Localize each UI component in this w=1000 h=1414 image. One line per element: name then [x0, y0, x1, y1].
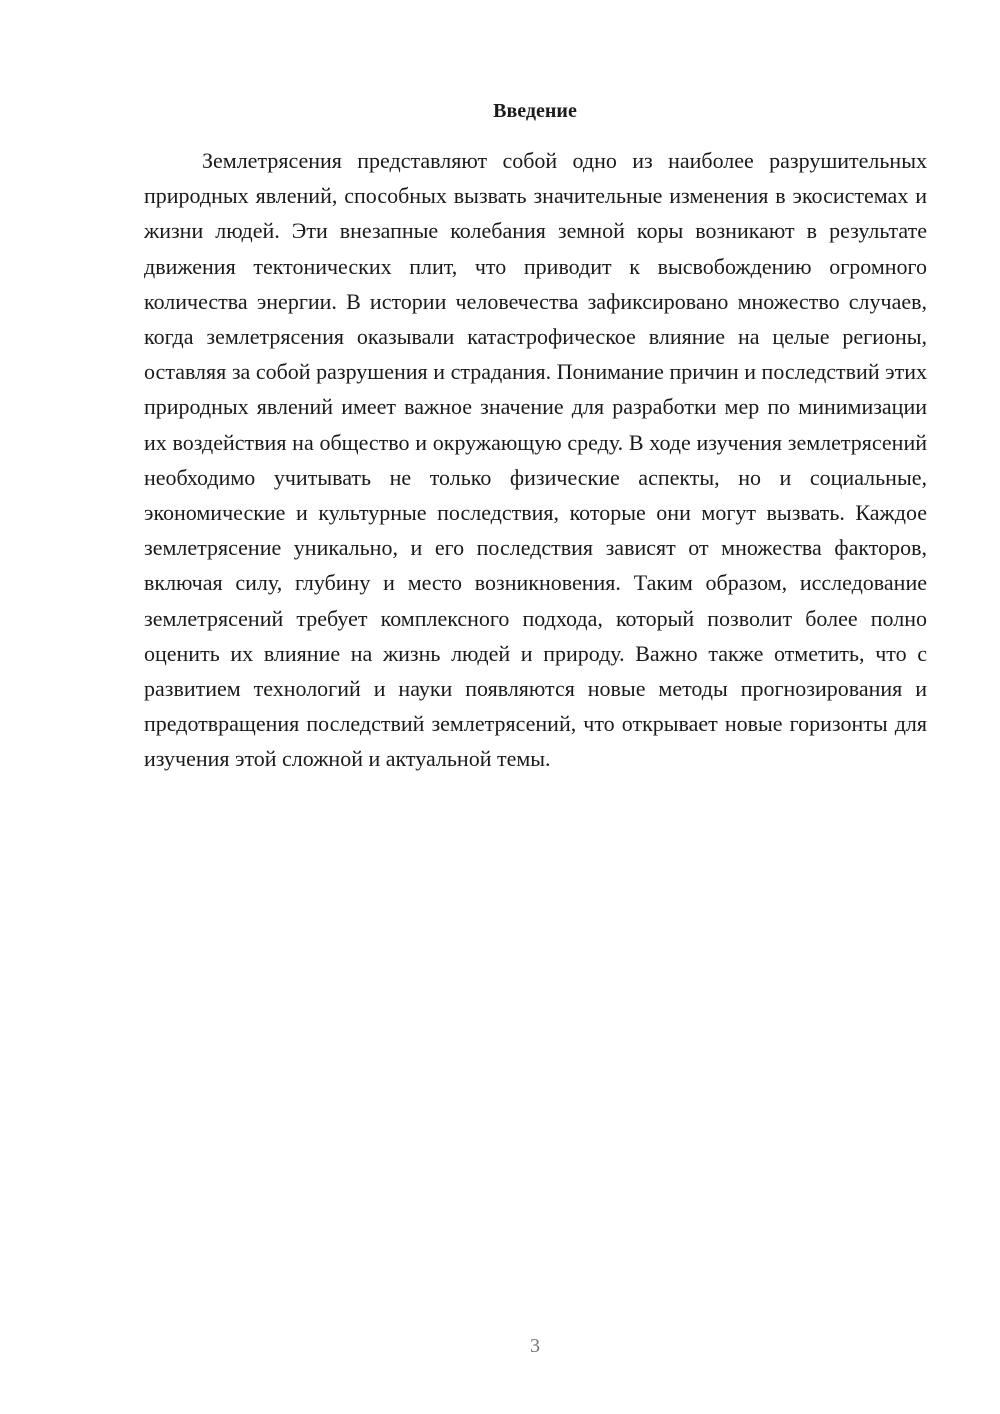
- body-paragraph: Землетрясения представляют собой одно из наиболее разрушительных природных явлений, способных вызвать значительные изменения в экосистемах и жизни людей. Эти внезапные колебания земной коры возникают в результате движения тектонических плит, что приводит к высвобождению огромного количества энергии. В истории человечества зафиксировано множество случаев, когда землетрясения оказывали катастрофическое влияние на целые регионы, оставляя за собой разрушения и страдания. Понимание причин и последствий этих природных явлений имеет важное значение для разработки мер по минимизации их воздействия на общество и окружающую среду. В ходе изучения землетрясений необходимо учитывать не только физические аспекты, но и социальные, экономические и культурные последствия, которые они могут вызвать. Каждое землетрясение уникально, и его последствия зависят от множества факторов, включая силу, глубину и место возникновения. Таким образом, исследование землетрясений требует комплексного подхода, который позволит более полно оценить их влияние на жизнь людей и природу. Важно также отметить, что с развитием технологий и науки появляются новые методы прогнозирования и предотвращения последствий землетрясений, что открывает новые горизонты для изучения этой сложной и актуальной темы.: [144, 148, 927, 772]
- page-number: 3: [530, 1335, 540, 1357]
- section-heading: Введение: [493, 100, 577, 122]
